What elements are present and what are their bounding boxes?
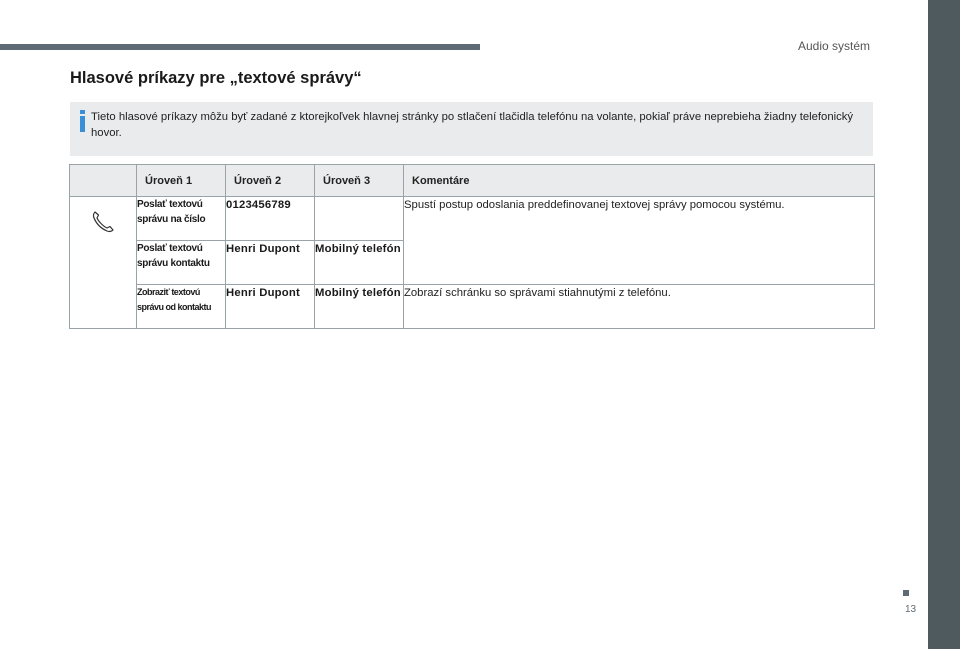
section-title: Audio systém (798, 39, 871, 53)
info-text: Tieto hlasové príkazy môžu byť zadané z ktorejkoľvek hlavnej stránky po stlačení tlačidla telefónu na volante, pokiaľ práve neprebieha žiadny telefonický hovor. (91, 111, 854, 139)
voice-commands-table (69, 164, 875, 329)
info-icon (78, 110, 88, 132)
table-row (70, 197, 875, 241)
page-number: 13 (905, 604, 917, 615)
header-accent-bar (0, 44, 480, 50)
info-box (70, 102, 873, 156)
row3-level1: Zobraziť textovú správu od kontaktu (137, 285, 226, 329)
phone-icon-cell (70, 197, 137, 329)
row2-level3: Mobilný telefón (315, 241, 404, 285)
row2-level2: Henri Dupont (226, 241, 315, 285)
column-header-level2: Úroveň 2 (226, 165, 315, 197)
row1-comment: Spustí postup odoslania preddefinovanej textovej správy pomocou systému. (404, 197, 875, 285)
table-header-blank (70, 165, 137, 197)
phone-icon (90, 209, 116, 235)
row3-comment: Zobrazí schránku so správami stiahnutými z telefónu. (404, 285, 875, 329)
row3-level2: Henri Dupont (226, 285, 315, 329)
page-marker (903, 590, 909, 596)
column-header-comments: Komentáre (404, 165, 875, 197)
table-header-row (70, 165, 875, 197)
column-header-level3: Úroveň 3 (315, 165, 404, 197)
column-header-level1: Úroveň 1 (137, 165, 226, 197)
row1-level1: Poslať textovú správu na číslo (137, 197, 226, 241)
page-side-band (928, 0, 960, 649)
row1-level3 (315, 197, 404, 241)
row3-level3: Mobilný telefón (315, 285, 404, 329)
row1-level2: 0123456789 (226, 197, 315, 241)
page-heading: Hlasové príkazy pre „textové správy“ (70, 69, 362, 87)
table-row (70, 285, 875, 329)
row2-level1: Poslať textovú správu kontaktu (137, 241, 226, 285)
